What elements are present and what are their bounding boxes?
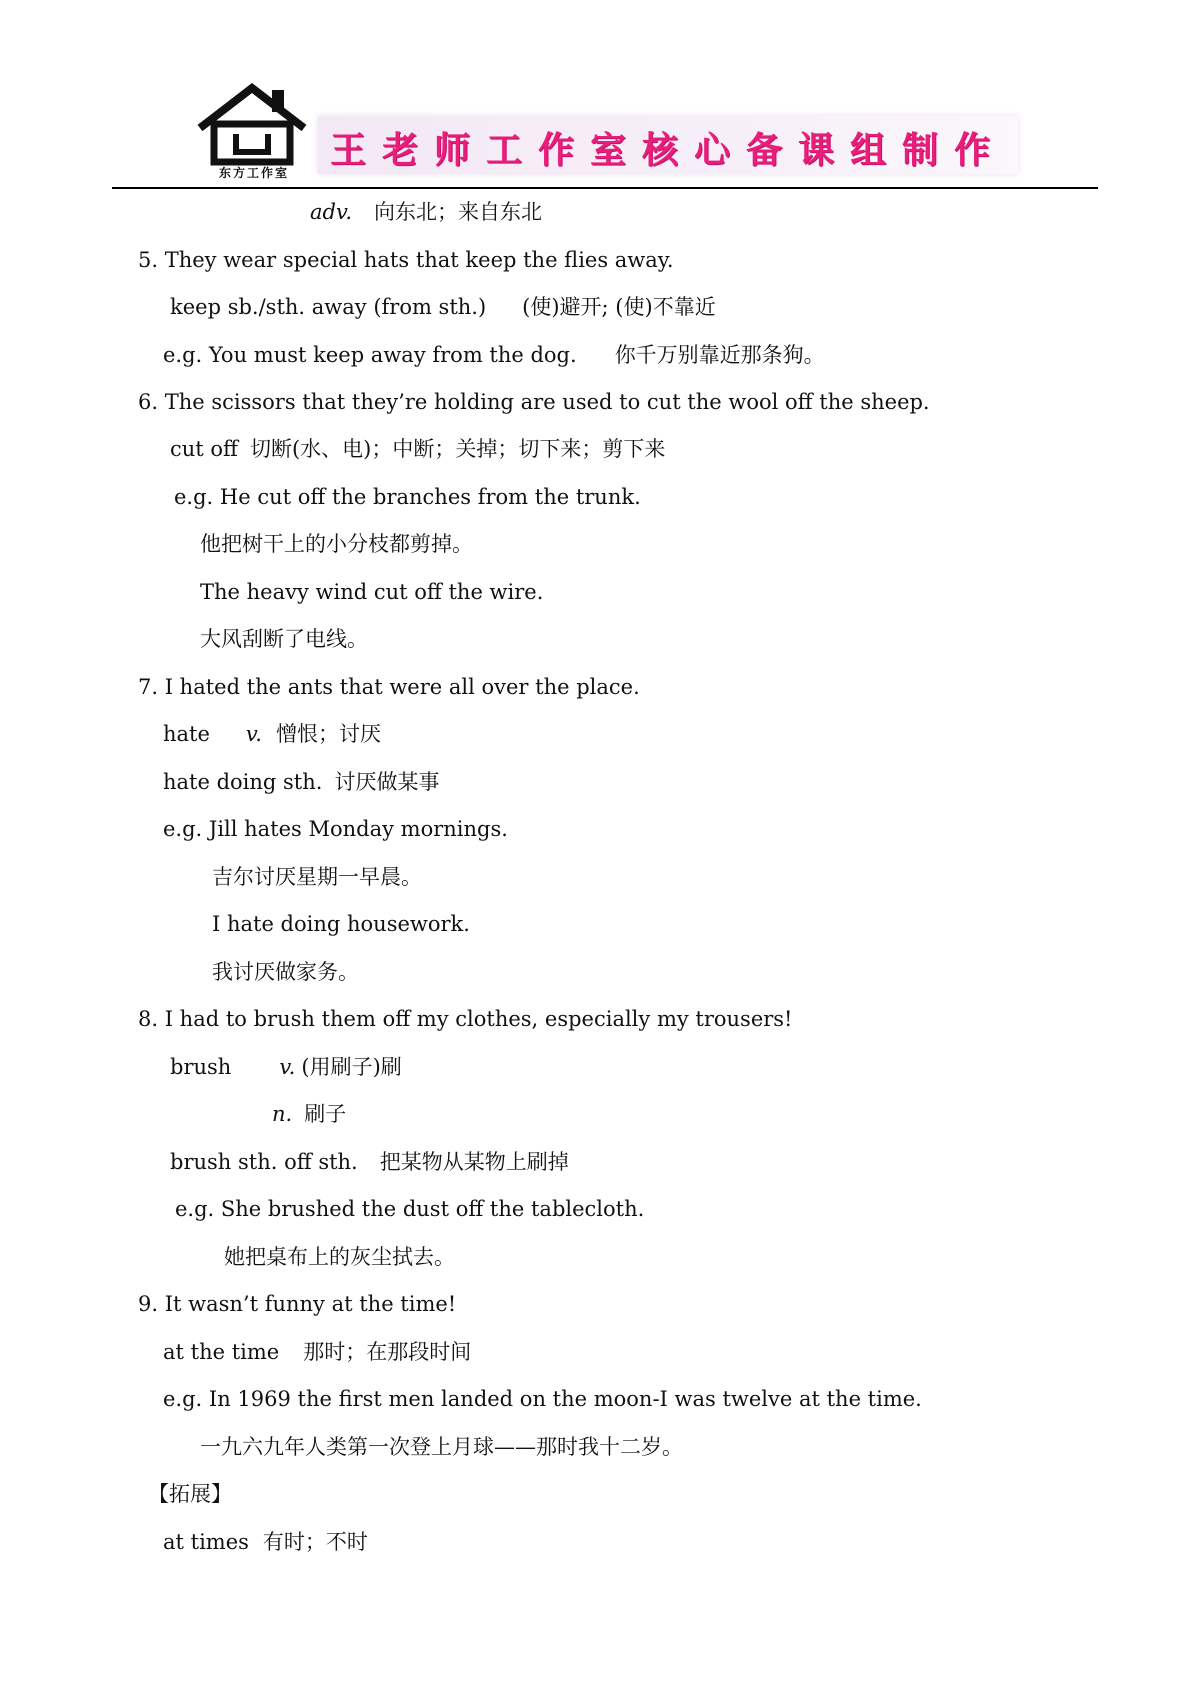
studio-logo — [196, 82, 308, 186]
part-of-speech: n. — [272, 1102, 293, 1126]
list-item — [170, 1147, 569, 1177]
definition-text: 向东北；来自东北 — [374, 200, 543, 224]
definition-text: (用刷子)刷 — [301, 1055, 402, 1079]
example-translation: 吉尔讨厌星期一早晨。 — [212, 865, 422, 889]
example-sentence: e.g. You must keep away from the dog. — [163, 343, 577, 367]
example-sentence: e.g. In 1969 the first men landed on the moon-I was twelve at the time. — [163, 1387, 922, 1411]
example-translation: 一九六九年人类第一次登上月球——那时我十二岁。 — [200, 1435, 683, 1459]
sentence-heading-7: 7. I hated the ants that were all over the place. — [138, 675, 640, 699]
definition-text: (使)避开; (使)不靠近 — [522, 295, 716, 319]
sentence-heading-6: 6. The scissors that they’re holding are used to cut the wool off the sheep. — [138, 390, 930, 414]
sentence-heading-8: 8. I had to brush them off my clothes, especially my trousers! — [138, 1007, 793, 1031]
part-of-speech: v. — [279, 1055, 296, 1079]
definition-text: 刷子 — [304, 1102, 347, 1126]
definition-text: 那时；在那段时间 — [303, 1340, 472, 1364]
part-of-speech: v. — [245, 722, 262, 746]
list-item — [272, 1099, 346, 1129]
list-item — [163, 340, 825, 370]
header-divider — [112, 187, 1098, 189]
phrase-term: at times — [163, 1530, 249, 1554]
house-icon — [196, 82, 308, 166]
part-of-speech: adv. — [310, 200, 353, 224]
example-sentence: The heavy wind cut off the wire. — [200, 580, 544, 604]
phrase-term: brush — [170, 1055, 232, 1079]
sentence-heading-5: 5. They wear special hats that keep the flies away. — [138, 248, 674, 272]
definition-text: 憎恨；讨厌 — [275, 722, 381, 746]
example-translation: 她把桌布上的灰尘拭去。 — [224, 1245, 455, 1269]
phrase-term: hate — [163, 722, 210, 746]
definition-text: 有时；不时 — [262, 1530, 368, 1554]
list-item — [163, 719, 381, 749]
example-sentence: e.g. She brushed the dust off the tablecloth. — [175, 1197, 645, 1221]
phrase-term: brush sth. off sth. — [170, 1150, 358, 1174]
sentence-heading-9: 9. It wasn’t funny at the time! — [138, 1292, 457, 1316]
definition-text: 切断(水、电)；中断；关掉；切下来；剪下来 — [249, 437, 666, 461]
list-item — [163, 1527, 368, 1557]
example-translation: 我讨厌做家务。 — [212, 960, 359, 984]
example-translation: 他把树干上的小分枝都剪掉。 — [200, 532, 473, 556]
example-translation: 你千万别靠近那条狗。 — [614, 343, 825, 367]
list-item — [310, 197, 542, 227]
example-translation: 大风刮断了电线。 — [200, 627, 368, 651]
phrase-term: keep sb./sth. away (from sth.) — [170, 295, 487, 319]
section-label-extension: 【拓展】 — [148, 1482, 232, 1506]
logo-caption: 东方工作室 — [218, 166, 289, 180]
page-header — [0, 0, 1200, 190]
definition-text: 讨厌做某事 — [334, 770, 440, 794]
phrase-term: at the time — [163, 1340, 280, 1364]
example-sentence: I hate doing housework. — [212, 912, 470, 936]
list-item — [170, 292, 716, 322]
example-sentence: e.g. Jill hates Monday mornings. — [163, 817, 508, 841]
phrase-term: hate doing sth. — [163, 770, 323, 794]
phrase-term: cut off — [170, 437, 238, 461]
example-sentence: e.g. He cut off the branches from the trunk. — [174, 485, 641, 509]
list-item — [170, 434, 665, 464]
definition-text: 把某物从某物上刷掉 — [379, 1150, 569, 1174]
banner-title: 王老师工作室核心备课组制作 — [330, 130, 1007, 171]
list-item — [163, 1337, 471, 1367]
list-item — [170, 1052, 402, 1082]
list-item — [163, 767, 439, 797]
header-banner — [318, 116, 1018, 174]
